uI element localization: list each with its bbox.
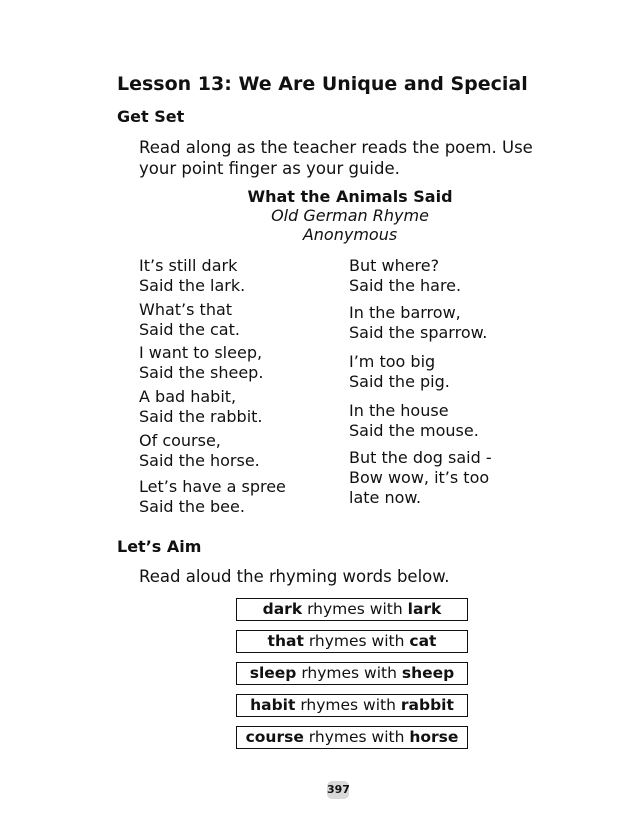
rhyme-connector: rhymes with <box>308 632 405 650</box>
poem-author: Anonymous <box>302 225 398 244</box>
rhyme-word: that <box>267 632 304 650</box>
poem-line: But the dog said - <box>349 448 492 467</box>
get-set-heading: Get Set <box>117 107 185 126</box>
lesson-title: Lesson 13: We Are Unique and Special <box>117 73 528 95</box>
lets-aim-heading: Let’s Aim <box>117 537 202 556</box>
poem-line: I’m too big <box>349 352 436 371</box>
poem-line: Said the pig. <box>349 372 450 391</box>
poem-line: But where? <box>349 256 440 275</box>
poem-line: Said the rabbit. <box>139 407 263 426</box>
poem-line: Said the mouse. <box>349 421 479 440</box>
poem-title: What the Animals Said <box>247 187 453 206</box>
rhyme-word: dark <box>262 600 303 618</box>
rhyme-pair-box <box>236 630 468 653</box>
rhyme-pair-box <box>236 598 468 621</box>
poem-stanza <box>349 303 487 343</box>
page-number: 397 <box>327 781 349 799</box>
rhyme-match: sheep <box>401 664 455 682</box>
rhyme-word: course <box>245 728 304 746</box>
poem-line: Of course, <box>139 431 221 450</box>
rhyme-match: horse <box>409 728 459 746</box>
poem-stanza <box>139 300 240 340</box>
rhyme-connector: rhymes with <box>308 728 405 746</box>
rhyme-connector: rhymes with <box>301 664 397 682</box>
poem-stanza <box>349 352 450 392</box>
poem-stanza <box>139 387 263 427</box>
poem-line: I want to sleep, <box>139 343 263 362</box>
rhyme-match: rabbit <box>400 696 454 714</box>
rhyme-word: habit <box>250 696 296 714</box>
instruction-line: your point finger as your guide. <box>139 159 400 178</box>
poem-line: Said the cat. <box>139 320 240 339</box>
poem-line: A bad habit, <box>139 387 237 406</box>
poem-line: Said the bee. <box>139 497 245 516</box>
poem-stanza <box>139 256 245 296</box>
rhyme-pair-box <box>236 662 468 685</box>
poem-stanza <box>139 477 286 517</box>
rhyme-pair-box <box>236 726 468 749</box>
poem-line: In the house <box>349 401 449 420</box>
poem-stanza <box>349 448 492 508</box>
poem-line: Said the lark. <box>139 276 246 295</box>
rhyme-connector: rhymes with <box>300 696 396 714</box>
poem-line: Said the hare. <box>349 276 462 295</box>
rhyme-word: sleep <box>249 664 297 682</box>
poem-line: In the barrow, <box>349 303 461 322</box>
poem-stanza <box>349 401 479 441</box>
poem-line: It’s still dark <box>139 256 238 275</box>
lets-aim-instruction: Read aloud the rhyming words below. <box>139 567 450 586</box>
poem-line: Bow wow, it’s too <box>349 468 490 487</box>
poem-line: late now. <box>349 488 422 507</box>
rhyme-pair-box <box>236 694 468 717</box>
rhyme-match: lark <box>407 600 442 618</box>
poem-stanza <box>139 431 260 471</box>
poem-stanza <box>349 256 461 296</box>
poem-line: What’s that <box>139 300 233 319</box>
get-set-instructions <box>139 137 559 179</box>
rhyme-connector: rhymes with <box>307 600 403 618</box>
poem-line: Let’s have a spree <box>139 477 286 496</box>
poem-subtitle: Old German Rhyme <box>271 206 429 225</box>
poem-line: Said the horse. <box>139 451 260 470</box>
poem-stanza <box>139 343 263 383</box>
poem-line: Said the sheep. <box>139 363 264 382</box>
instruction-line: Read along as the teacher reads the poem. Use <box>139 138 533 157</box>
poem-line: Said the sparrow. <box>349 323 488 342</box>
rhyme-match: cat <box>409 632 437 650</box>
